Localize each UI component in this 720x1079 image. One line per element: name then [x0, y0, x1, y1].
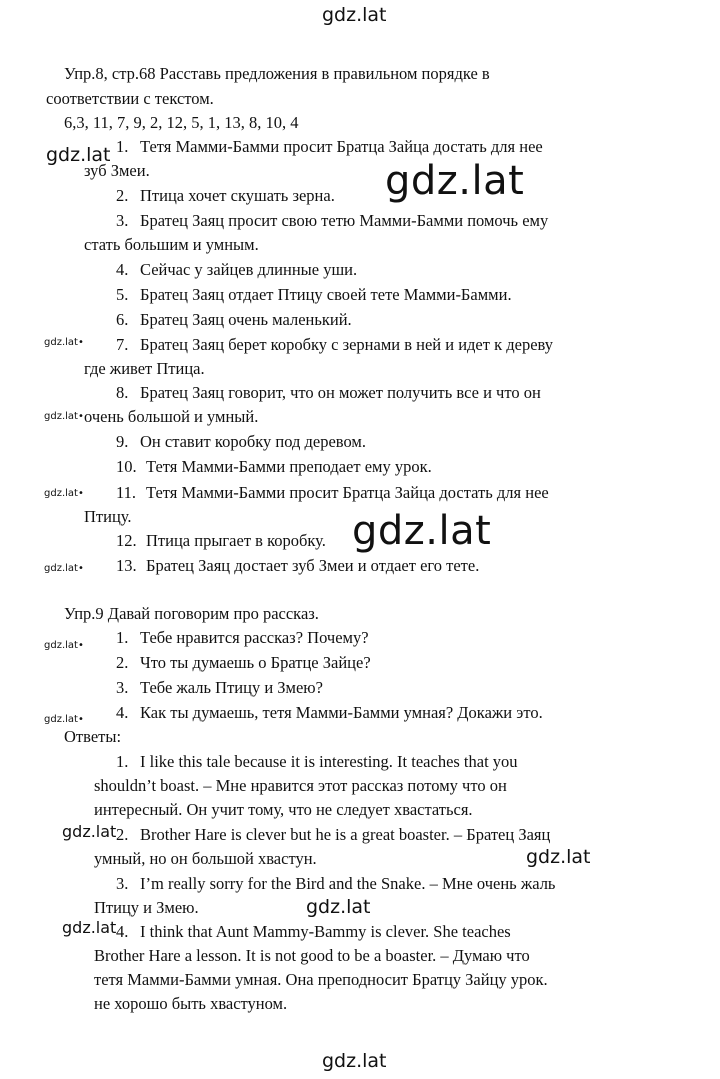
answer-text: I like this tale because it is interesting. It teaches that you: [140, 752, 518, 771]
ex8-item-number: 4.: [116, 260, 129, 279]
ex8-item-text: Он ставит коробку под деревом.: [140, 432, 366, 451]
ex8-title-line2: соответствии с текстом.: [46, 89, 214, 108]
watermark-big-2: gdz.lat: [352, 508, 492, 554]
ex9-question-text: Тебе нравится рассказ? Почему?: [140, 628, 369, 647]
answer-text: I’m really sorry for the Bird and the Snake. – Мне очень жаль: [140, 874, 556, 893]
answer-text-cont: интересный. Он учит тому, что не следует хвастаться.: [94, 800, 473, 819]
watermark-small-6: gdz.lat•: [44, 714, 84, 725]
ex8-item-text: Братец Заяц берет коробку с зернами в ней и идет к дереву: [140, 335, 553, 354]
answer-text: I think that Aunt Mammy-Bammy is clever. She teaches: [140, 922, 511, 941]
answer-number: 2.: [116, 825, 129, 844]
ex8-item-text: Братец Заяц просит свою тетю Мамми-Бамми помочь ему: [140, 211, 549, 230]
ex8-item-number: 9.: [116, 432, 129, 451]
ex8-item-number: 12.: [116, 531, 137, 550]
ex8-item-text-cont: где живет Птица.: [84, 359, 205, 378]
ex9-question-number: 3.: [116, 678, 129, 697]
ex8-item-text: Птица хочет скушать зерна.: [140, 186, 335, 205]
watermark-left-3: gdz.lat: [62, 918, 117, 937]
ex8-item-text: Тетя Мамми-Бамми преподает ему урок.: [146, 457, 432, 476]
ex8-item-text: Тетя Мамми-Бамми просит Братца Зайца достать для нее: [140, 137, 543, 156]
ex9-question-number: 1.: [116, 628, 129, 647]
ex8-item-text: Сейчас у зайцев длинные уши.: [140, 260, 358, 279]
watermark-left-2: gdz.lat: [62, 822, 117, 841]
ex9-title: Упр.9 Давай поговорим про рассказ.: [64, 604, 319, 623]
answer-number: 4.: [116, 922, 129, 941]
watermark-bottom: gdz.lat: [322, 1050, 387, 1072]
ex8-item-text: Птица прыгает в коробку.: [146, 531, 326, 550]
answer-text-cont: не хорошо быть хвастуном.: [94, 994, 288, 1013]
watermark-left-1: gdz.lat: [46, 144, 111, 166]
watermark-small-4: gdz.lat•: [44, 563, 84, 574]
answer-text: Brother Hare is clever but he is a great boaster. – Братец Заяц: [140, 825, 551, 844]
ex8-title-line1: Упр.8, стр.68 Расставь предложения в правильном порядке в: [64, 64, 490, 83]
answer-text-cont: Птицу и Змею.: [94, 898, 199, 917]
watermark-small-1: gdz.lat•: [44, 337, 84, 348]
ex8-item-number: 13.: [116, 556, 137, 575]
answer-text-cont: shouldn’t boast. – Мне нравится этот рассказ потому что он: [94, 776, 507, 795]
answers-label: Ответы:: [64, 727, 122, 746]
watermark-small-2: gdz.lat•: [44, 411, 84, 422]
ex8-item-number: 7.: [116, 335, 129, 354]
answer-text-cont: умный, но он большой хвастун.: [94, 849, 317, 868]
answer-text-cont: тетя Мамми-Бамми умная. Она преподносит Братцу Зайцу урок.: [94, 970, 548, 989]
ex9-question-text: Как ты думаешь, тетя Мамми-Бамми умная? Докажи это.: [140, 703, 543, 722]
answer-number: 3.: [116, 874, 129, 893]
ex9-question-text: Что ты думаешь о Братце Зайце?: [140, 653, 371, 672]
watermark-mid: gdz.lat: [306, 896, 371, 918]
ex8-order: 6,3, 11, 7, 9, 2, 12, 5, 1, 13, 8, 10, 4: [64, 113, 299, 132]
ex8-item-text-cont: Птицу.: [84, 507, 132, 526]
ex8-item-number: 3.: [116, 211, 129, 230]
ex8-item-text: Братец Заяц достает зуб Змеи и отдает его тете.: [146, 556, 480, 575]
ex8-item-text: Братец Заяц очень маленький.: [140, 310, 352, 329]
watermark-small-5: gdz.lat•: [44, 640, 84, 651]
watermark-big-1: gdz.lat: [385, 158, 525, 204]
watermark-right: gdz.lat: [526, 846, 591, 868]
ex8-item-number: 2.: [116, 186, 129, 205]
ex8-item-number: 6.: [116, 310, 129, 329]
watermark-small-3: gdz.lat•: [44, 488, 84, 499]
answer-number: 1.: [116, 752, 129, 771]
ex8-item-text: Братец Заяц говорит, что он может получить все и что он: [140, 383, 541, 402]
ex9-question-number: 2.: [116, 653, 129, 672]
ex8-item-text: Тетя Мамми-Бамми просит Братца Зайца достать для нее: [146, 483, 549, 502]
ex8-item-number: 11.: [116, 483, 137, 502]
ex9-question-text: Тебе жаль Птицу и Змею?: [140, 678, 323, 697]
ex8-item-number: 10.: [116, 457, 137, 476]
ex8-item-number: 5.: [116, 285, 129, 304]
ex8-item-number: 1.: [116, 137, 129, 156]
ex8-item-text-cont: очень большой и умный.: [84, 407, 259, 426]
ex9-question-number: 4.: [116, 703, 129, 722]
answer-text-cont: Brother Hare a lesson. It is not good to be a boaster. – Думаю что: [94, 946, 530, 965]
watermark-top: gdz.lat: [322, 4, 387, 26]
ex8-item-text-cont: стать большим и умным.: [84, 235, 259, 254]
ex8-item-text: Братец Заяц отдает Птицу своей тете Мамми-Бамми.: [140, 285, 512, 304]
ex8-item-number: 8.: [116, 383, 129, 402]
ex8-item-text-cont: зуб Змеи.: [84, 161, 150, 180]
